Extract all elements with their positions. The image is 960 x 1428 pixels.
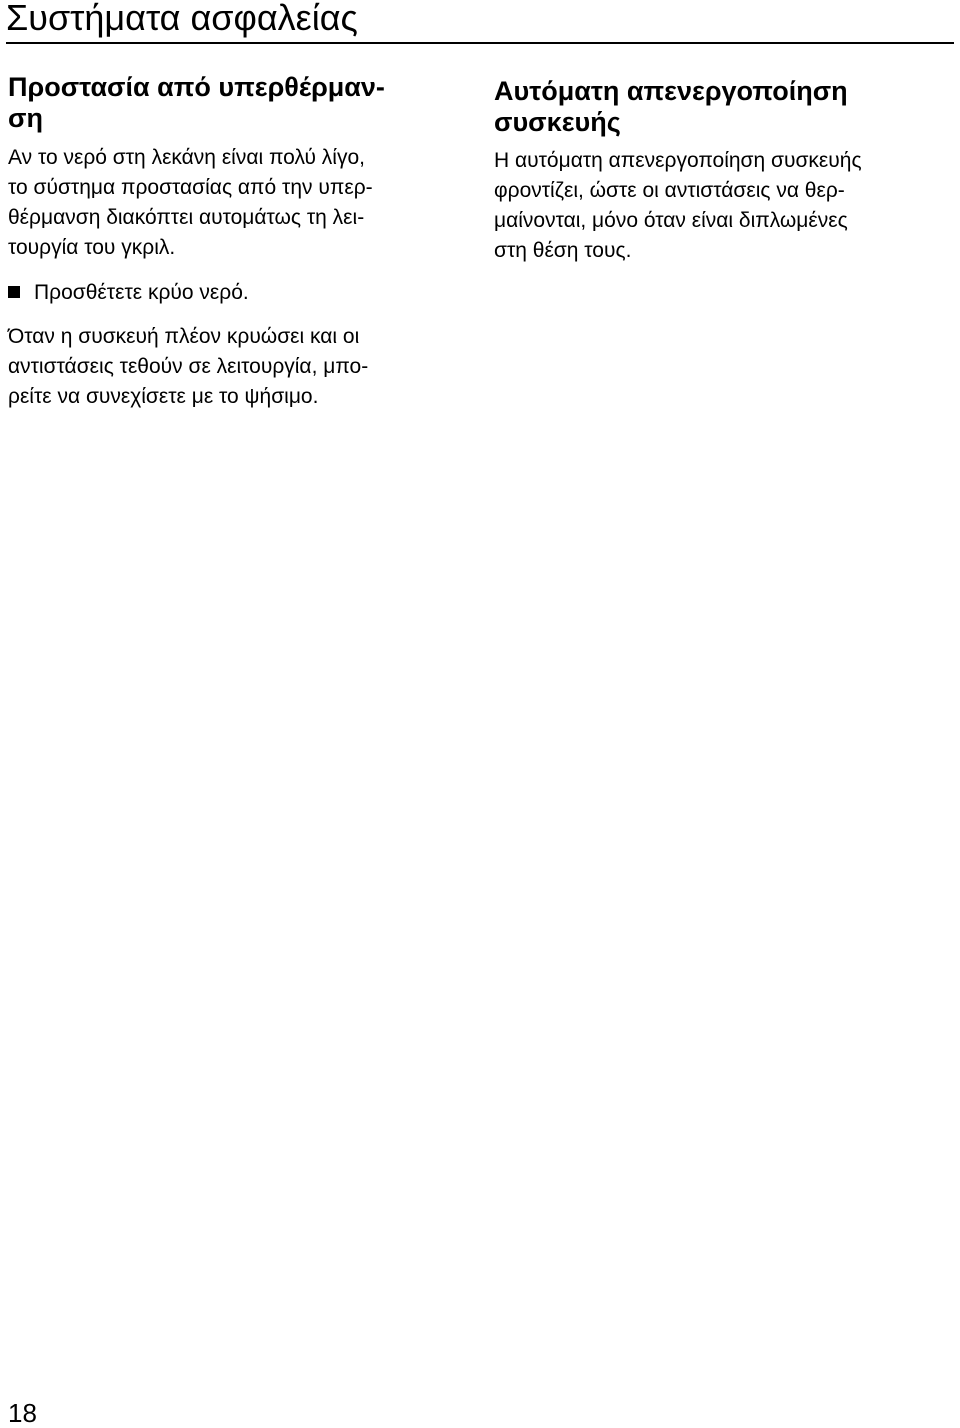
text-line: στη θέση τους. — [494, 239, 632, 262]
text-line: ρείτε να συνεχίσετε με το ψήσιμο. — [8, 385, 319, 408]
text-line: αντιστάσεις τεθούν σε λειτουργία, μπο- — [8, 355, 369, 378]
bullet-text: Προσθέτετε κρύο νερό. — [34, 281, 249, 304]
title-divider — [6, 42, 954, 44]
square-bullet-icon — [8, 286, 20, 298]
heading-line: Αυτόματη απενεργοποίηση — [494, 76, 848, 106]
text-line: τουργία του γκριλ. — [8, 236, 176, 259]
bullet-item — [8, 278, 249, 308]
page-number: 18 — [8, 1398, 37, 1428]
heading-line: ση — [8, 103, 43, 133]
text-line: το σύστημα προστασίας από την υπερ- — [8, 176, 373, 199]
text-line: μαίνονται, μόνο όταν είναι διπλωμένες — [494, 209, 848, 232]
overheat-protection-heading — [8, 72, 385, 134]
auto-shutoff-paragraph — [494, 146, 862, 266]
text-line: φροντίζει, ώστε οι αντιστάσεις να θερ- — [494, 179, 845, 202]
overheat-outro-paragraph — [8, 322, 368, 412]
text-line: Αν το νερό στη λεκάνη είναι πολύ λίγο, — [8, 146, 365, 169]
heading-line: Προστασία από υπερθέρμαν- — [8, 72, 385, 102]
auto-shutoff-heading — [494, 76, 848, 138]
text-line: θέρμανση διακόπτει αυτομάτως τη λει- — [8, 206, 365, 229]
page-title: Συστήματα ασφαλείας — [6, 0, 358, 38]
text-line: Η αυτόματη απενεργοποίηση συσκευής — [494, 149, 862, 172]
text-line: Όταν η συσκευή πλέον κρυώσει και οι — [8, 325, 360, 348]
heading-line: συσκευής — [494, 107, 621, 137]
overheat-intro-paragraph — [8, 143, 373, 263]
